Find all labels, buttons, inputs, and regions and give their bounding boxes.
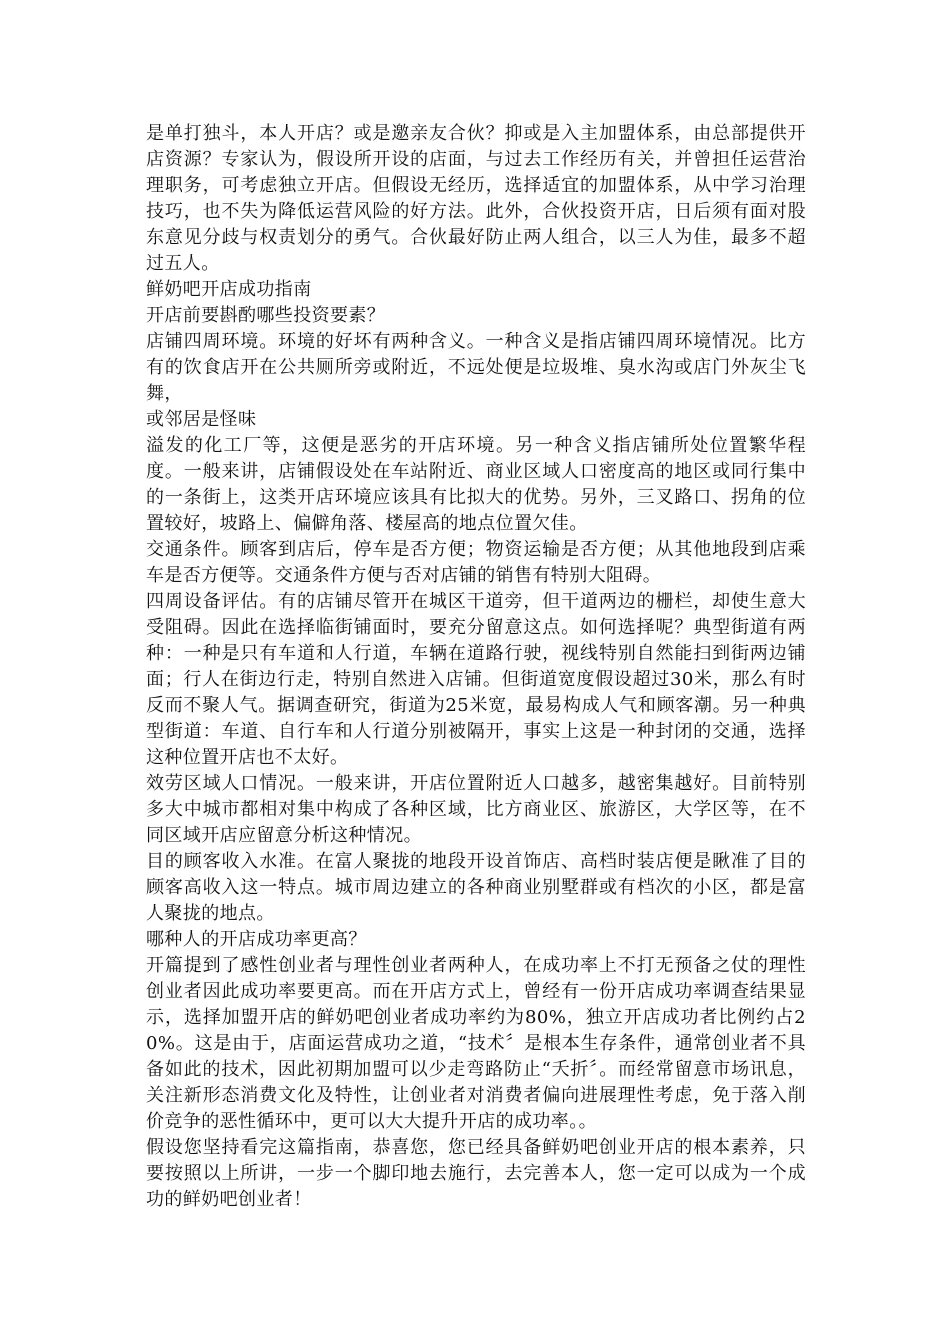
question-heading-factors: 开店前要斟酌哪些投资要素？ (146, 305, 386, 326)
paragraph-facilities: 四周设备评估。有的店铺尽管开在城区干道旁，但干道两边的栅栏，却使生意大受阻碍。因此在选择临街铺面时，要充分留意这点。如何选择呢？典型街道有两种：一种是只有车道和人行道，车辆在道路行驶，视线特别自然能扫到街两边铺面；行人在街边行走，特别自然进入店铺。但街道宽度假设超过30米，那么有时反而不聚人气。据调查研究，街道为25米宽，最易构成人气和顾客潮。另一种典型街道：车道、自行车和人行道分别被隔开，事实上这是一种封闭的交通，选择这种位置开店也不太好。 (146, 591, 806, 768)
paragraph-success-rate: 开篇提到了感性创业者与理性创业者两种人，在成功率上不打无预备之仗的理性创业者因此成功率要更高。而在开店方式上，曾经有一份开店成功率调查结果显示，选择加盟开店的鲜奶吧创业者成功率约为80%，独立开店成功者比例约占20%。这是由于，店面运营成功之道，“技术〞是根本生存条件，通常创业者不具备如此的技术，因此初期加盟可以少走弯路防止“夭折〞。而经常留意市场讯息，关注新形态消费文化及特性，让创业者对消费者偏向进展理性考虑，免于落入削价竞争的恶性循环中，更可以大大提升开店的成功率。。 (146, 955, 806, 1132)
section-title: 鲜奶吧开店成功指南 (146, 279, 312, 300)
question-heading-success: 哪种人的开店成功率更高？ (146, 929, 367, 950)
paragraph-traffic: 交通条件。顾客到店后，停车是否方便；物资运输是否方便；从其他地段到店乘车是否方便等。交通条件方便与否对店铺的销售有特别大阻碍。 (146, 539, 806, 586)
document-page (146, 121, 806, 1213)
paragraph-population: 效劳区域人口情况。一般来讲，开店位置附近人口越多，越密集越好。目前特别多大中城市都相对集中构成了各种区域，比方商业区、旅游区，大学区等，在不同区域开店应留意分析这种情况。 (146, 773, 806, 846)
paragraph-environment: 店铺四周环境。环境的好坏有两种含义。一种含义是指店铺四周环境情况。比方有的饮食店开在公共厕所旁或附近，不远处便是垃圾堆、臭水沟或店门外灰尘飞舞， (146, 331, 806, 404)
paragraph-conclusion: 假设您坚持看完这篇指南，恭喜您，您已经具备鲜奶吧创业开店的根本素养，只要按照以上所讲，一步一个脚印地去施行，去完善本人，您一定可以成为一个成功的鲜奶吧创业者！ (146, 1137, 806, 1210)
paragraph-partnership: 是单打独斗，本人开店？或是邀亲友合伙？抑或是入主加盟体系，由总部提供开店资源？专家认为，假设所开设的店面，与过去工作经历有关，并曾担任运营治理职务，可考虑独立开店。但假设无经历，选择适宜的加盟体系，从中学习治理技巧，也不失为降低运营风险的好方法。此外，合伙投资开店，日后须有面对股东意见分歧与权责划分的勇气。合伙最好防止两人组合，以三人为佳，最多不超过五人。 (146, 123, 806, 274)
paragraph-customer-income: 目的顾客收入水准。在富人聚拢的地段开设首饰店、高档时装店便是瞅准了目的顾客高收入这一特点。城市周边建立的各种商业别墅群或有档次的小区，都是富人聚拢的地点。 (146, 851, 806, 924)
paragraph-neighbor: 或邻居是怪味 (146, 409, 257, 430)
paragraph-location-prosperity: 溢发的化工厂等，这便是恶劣的开店环境。另一种含义指店铺所处位置繁华程度。一般来讲，店铺假设处在车站附近、商业区域人口密度高的地区或同行集中的一条街上，这类开店环境应该具有比拟大的优势。另外，三叉路口、拐角的位置较好，坡路上、偏僻角落、楼屋高的地点位置欠佳。 (146, 435, 806, 534)
